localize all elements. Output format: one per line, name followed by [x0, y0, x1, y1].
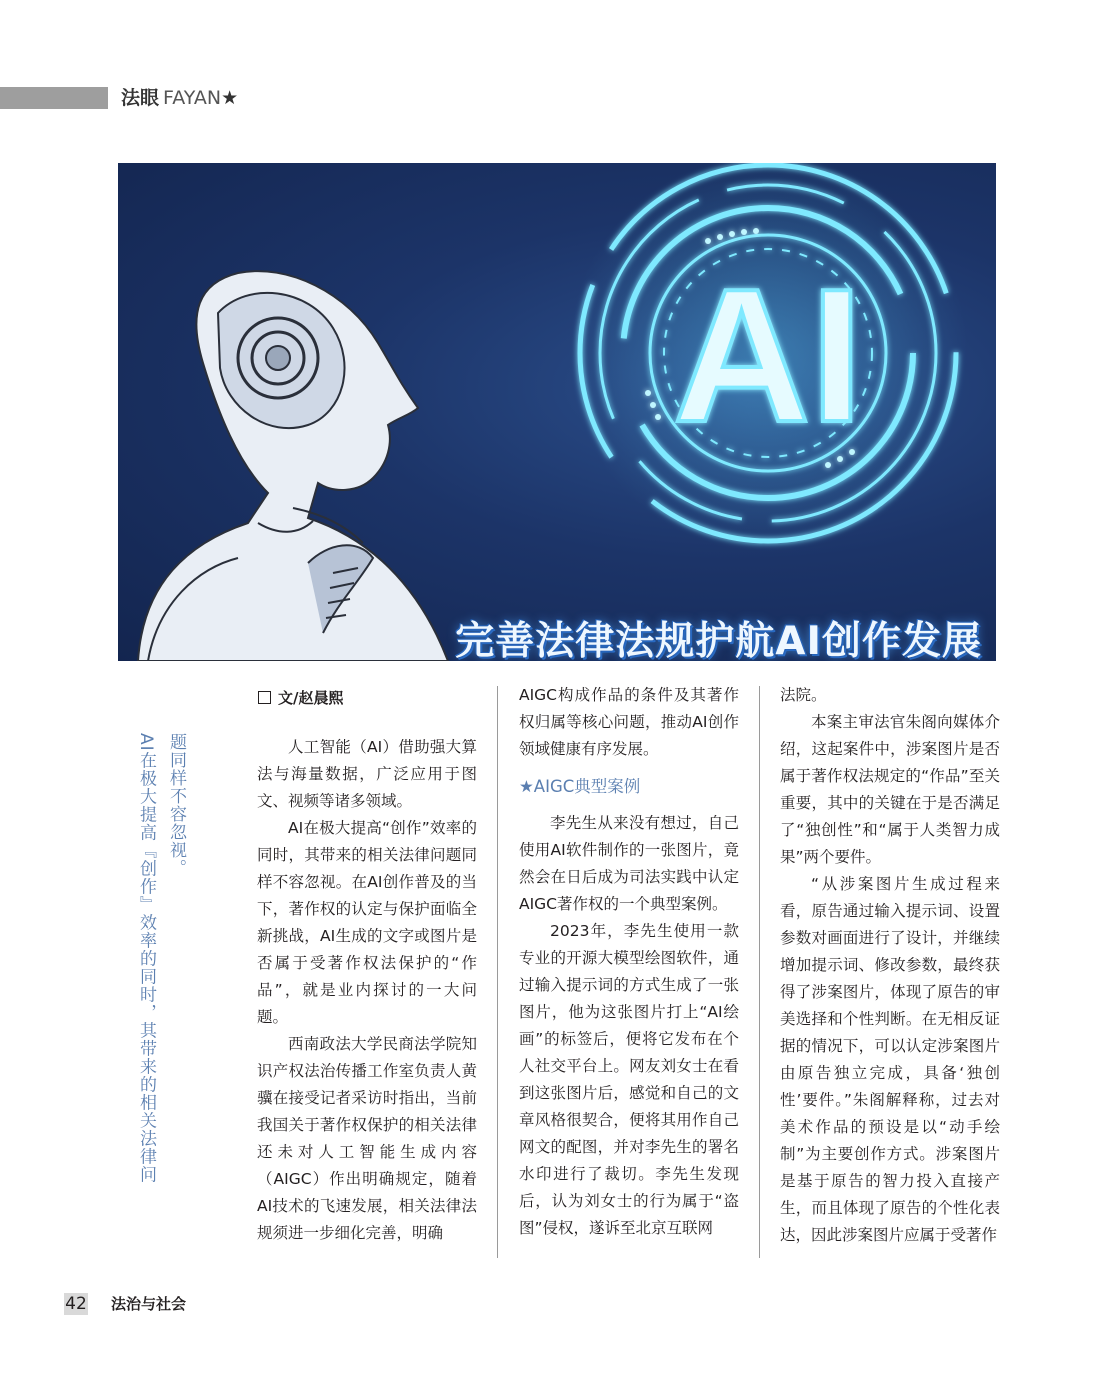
section-name-cn: 法眼 [121, 87, 160, 109]
square-icon [258, 691, 271, 704]
column-3 [780, 682, 1000, 1249]
paragraph-continuation: 法院。 [780, 686, 827, 704]
paragraph: 人工智能（AI）借助强大算法与海量数据，广泛应用于图文、视频等诸多领域。 [257, 738, 477, 810]
page-number: 42 [65, 1294, 87, 1314]
pull-quote-line1: 题同样不容忽视。 [166, 733, 186, 877]
header-bar [0, 87, 108, 109]
column-divider [497, 686, 498, 1258]
column-divider [759, 686, 760, 1258]
paragraph-continuation: AIGC构成作品的条件及其著作权归属等核心问题，推动AI创作领域健康有序发展。 [519, 686, 739, 758]
column-1 [257, 734, 477, 1247]
hero-illustration [118, 163, 996, 661]
ai-letters: AI [673, 250, 863, 462]
paragraph: 李先生从来没有想过，自己使用AI软件制作的一张图片，竟然会在日后成为司法实践中认定AIGC著作权的一个典型案例。 [519, 814, 739, 913]
paragraph: 本案主审法官朱阁向媒体介绍，这起案件中，涉案图片是否属于著作权法规定的“作品”至关重要，其中的关键在于是否满足了“独创性”和“属于人类智力成果”两个要件。 [780, 713, 1000, 866]
paragraph: 2023年，李先生使用一款专业的开源大模型绘图软件，通过输入提示词的方式生成了一张图片，他为这张图片打上“AI绘画”的标签后，便将它发布在个人社交平台上。网友刘女士在看到这张图片后，感觉和自己的文章风格很契合，便将其用作自己网文的配图，并对李先生的署名水印进行了裁切。李先生发现后，认为刘女士的行为属于“盗图”侵权，遂诉至北京互联网 [519, 922, 739, 1237]
robot-figure [138, 271, 448, 661]
paragraph: “从涉案图片生成过程来看，原告通过输入提示词、设置参数对画面进行了设计，并继续增加提示词、修改参数，最终获得了涉案图片，体现了原告的审美选择和个性判断。在无相反证据的情况下，可以认定涉案图片由原告独立完成，具备‘独创性’要件。”朱阁解释称，过去对美术作品的预设是以“动手绘制”为主要创作方式。涉案图片是基于原告的智力投入直接产生，而且体现了原告的个性化表达，因此涉案图片应属于受著作 [780, 875, 1000, 1244]
author: 文/赵晨熙 [278, 689, 344, 707]
article-title: 完善法律法规护航AI创作发展 [455, 619, 982, 661]
magazine-name: 法治与社会 [111, 1295, 187, 1313]
paragraph: 西南政法大学民商法学院知识产权法治传播工作室负责人黄骥在接受记者采访时指出，当前我国关于著作权保护的相关法律还未对人工智能生成内容（AIGC）作出明确规定，随着AI技术的飞速发展，相关法律法规须进一步细化完善，明确 [257, 1035, 477, 1242]
section-header [121, 86, 238, 110]
pull-quote-line2: AI在极大提高『创作』效率的同时，其带来的相关法律问 [136, 733, 156, 1184]
byline [258, 687, 343, 708]
section-name-en: FAYAN [163, 87, 222, 109]
column-2 [519, 682, 739, 1242]
section-heading: ★AIGC典型案例 [519, 777, 641, 796]
paragraph: AI在极大提高“创作”效率的同时，其带来的相关法律问题同样不容忽视。在AI创作普及的当下，著作权的认定与保护面临全新挑战，AI生成的文字或图片是否属于受著作权法保护的“作品”，就是业内探讨的一大问题。 [257, 819, 477, 1026]
star-icon: ★ [221, 87, 239, 109]
robot-ai-illustration [118, 163, 996, 661]
